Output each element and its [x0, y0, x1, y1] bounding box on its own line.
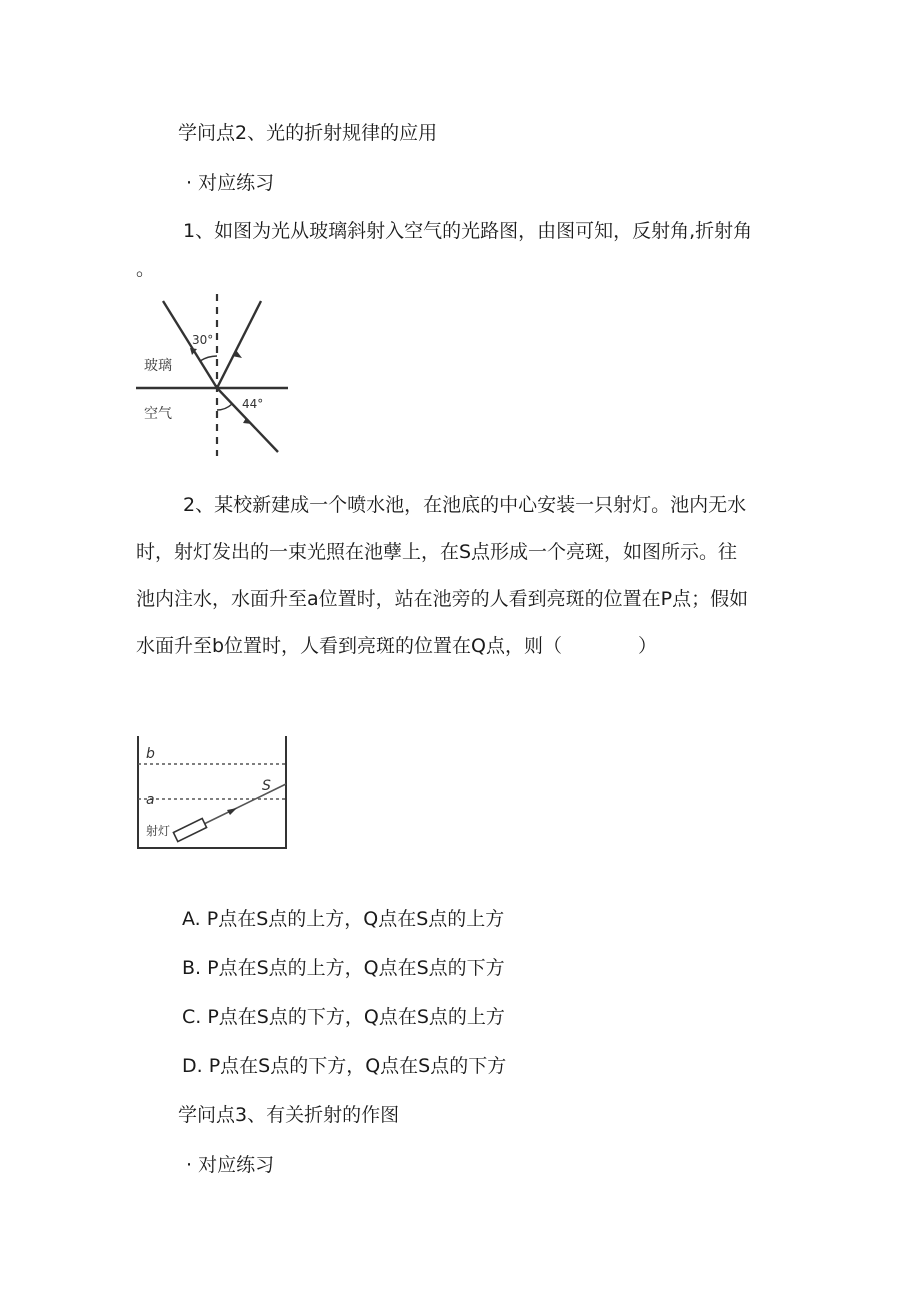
refraction-angle-label: 44°: [242, 397, 264, 411]
incidence-angle-label: 30°: [192, 333, 214, 347]
air-label: 空气: [144, 406, 172, 422]
question-2-text-line-2: 时，射灯发出的一束光照在池孽上，在S点形成一个亮斑，如图所示。往: [136, 541, 738, 563]
option-a: A. P点在S点的上方，Q点在S点的上方: [182, 908, 505, 930]
light-beam: [204, 784, 286, 824]
spot-s-label: S: [262, 778, 271, 794]
lamp-label: 射灯: [146, 824, 171, 838]
question-1-text-line-1: 1、如图为光从玻璃斜射入空气的光路图，由图可知，反射角,折射角: [183, 220, 753, 242]
glass-label: 玻璃: [144, 358, 172, 374]
option-b: B. P点在S点的上方，Q点在S点的下方: [182, 957, 505, 979]
level-b-label: b: [146, 746, 155, 762]
section-3-heading: 学问点3、有关折射的作图: [178, 1104, 400, 1126]
level-a-label: a: [146, 792, 155, 808]
pool-diagram: [132, 732, 292, 852]
incidence-angle-arc: [200, 356, 217, 361]
lamp: [173, 818, 206, 841]
section-3-practice-label: · 对应练习: [186, 1154, 275, 1176]
question-2-text-line-4: 水面升至b位置时，人看到亮斑的位置在Q点，则（ ）: [136, 635, 658, 657]
section-2-practice-label: · 对应练习: [186, 172, 275, 194]
reflected-ray: [217, 301, 261, 388]
option-d: D. P点在S点的下方，Q点在S点的下方: [182, 1055, 507, 1077]
question-2-text-line-1: 2、某校新建成一个喷水池，在池底的中心安装一只射灯。池内无水: [183, 494, 747, 516]
section-2-heading: 学问点2、光的折射规律的应用: [178, 122, 438, 144]
option-c: C. P点在S点的下方，Q点在S点的上方: [182, 1006, 505, 1028]
refraction-angle-arc: [217, 404, 232, 410]
question-1-text-line-2: 。: [136, 258, 156, 280]
beam-arrow: [227, 808, 237, 815]
refraction-diagram: [130, 290, 295, 460]
question-2-text-line-3: 池内注水，水面升至a位置时，站在池旁的人看到亮斑的位置在P点；假如: [136, 588, 749, 610]
